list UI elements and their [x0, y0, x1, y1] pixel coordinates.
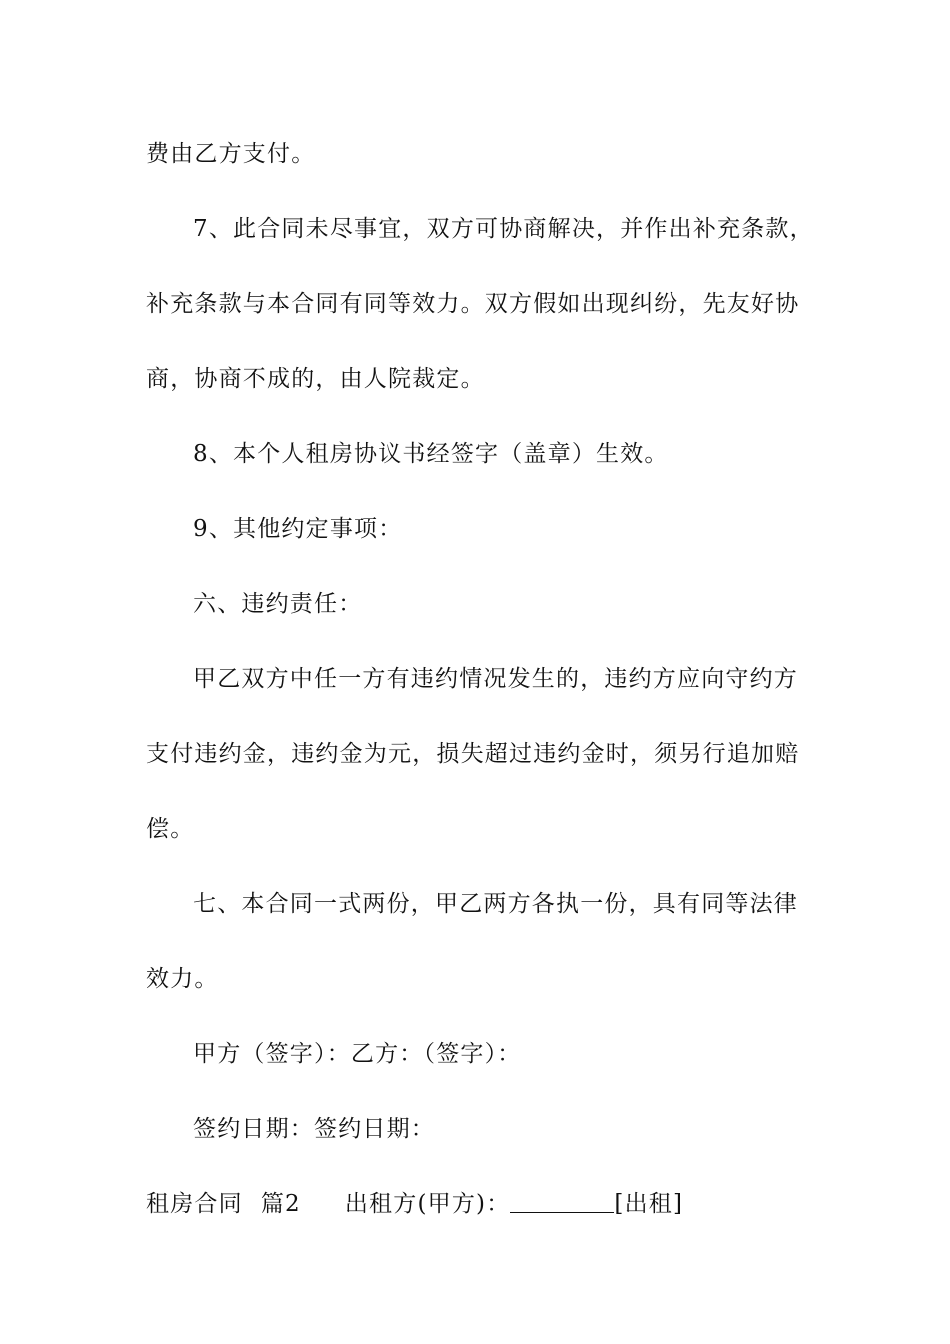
footer-line	[146, 1189, 846, 1219]
signature-line: 甲方（签字）：乙方：（签字）：	[193, 1041, 522, 1067]
clause-8: 8、本个人租房协议书经签字（盖章）生效。	[193, 441, 669, 467]
text-line: 费由乙方支付。	[146, 141, 316, 167]
clause-9: 9、其他约定事项：	[193, 516, 403, 542]
breach-paragraph: 甲乙双方中任一方有违约情况发生的，违约方应向守约方	[193, 666, 798, 692]
copies-paragraph: 七、本合同一式两份，甲乙两方各执一份，具有同等法律	[193, 891, 798, 917]
footer-title: 租房合同	[146, 1191, 243, 1217]
lessor-suffix: [出租]	[614, 1191, 684, 1217]
footer-part: 篇2	[260, 1191, 301, 1217]
lessor-blank	[510, 1190, 614, 1213]
clause-7: 7、此合同未尽事宜，双方可协商解决，并作出补充条款，	[193, 216, 814, 242]
text-line: 偿。	[146, 816, 195, 842]
text-line: 商，协商不成的，由人院裁定。	[146, 366, 485, 392]
date-line: 签约日期：签约日期：	[193, 1116, 435, 1142]
text-line: 效力。	[146, 966, 219, 992]
section-heading: 六、违约责任：	[193, 591, 363, 617]
text-line: 支付违约金，违约金为元，损失超过违约金时，须另行追加赔	[146, 741, 800, 767]
lessor-label: 出租方(甲方)：	[344, 1191, 511, 1217]
text-line: 补充条款与本合同有同等效力。双方假如出现纠纷，先友好协	[146, 291, 800, 317]
